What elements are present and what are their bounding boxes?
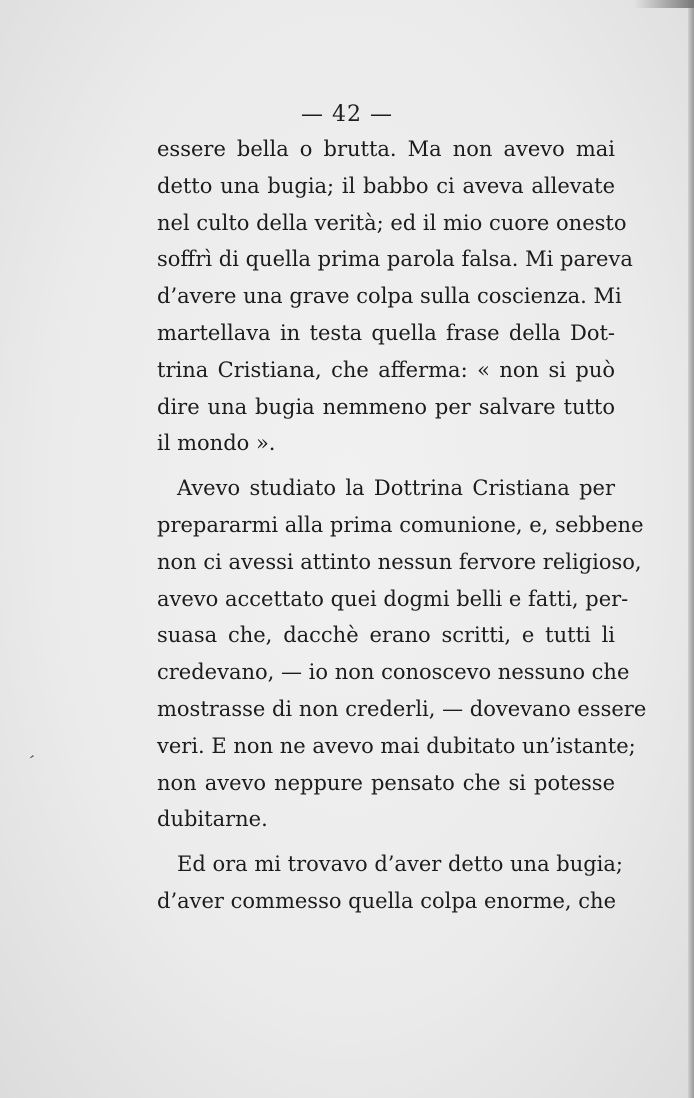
text-line: dire una bugia nemmeno per salvare tutto <box>157 394 615 419</box>
text-line: d’aver commesso quella colpa enorme, che <box>157 888 616 913</box>
body-text <box>157 131 647 920</box>
text-line: detto una bugia; il babbo ci aveva allevate <box>157 173 615 198</box>
text-line: veri. E non ne avevo mai dubitato un’istante; <box>157 733 636 758</box>
paragraph-1 <box>157 131 633 462</box>
text-line: soffrì di quella prima parola falsa. Mi pareva <box>157 247 633 272</box>
text-line: non ci avessi attinto nessun fervore religioso, <box>157 549 642 574</box>
paragraph-2 <box>157 470 647 838</box>
margin-mark: ′ <box>24 751 36 774</box>
text-line: mostrasse di non crederli, — dovevano essere <box>157 696 647 721</box>
text-line: trina Cristiana, che afferma: « non si può <box>157 357 615 382</box>
text-line: martellava in testa quella frase della Dot- <box>157 320 615 345</box>
text-line: dubitarne. <box>157 807 268 832</box>
text-line: Avevo studiato la Dottrina Cristiana per <box>177 476 615 501</box>
text-line: suasa che, dacchè erano scritti, e tutti li <box>157 623 615 648</box>
text-line: d’avere una grave colpa sulla coscienza. Mi <box>157 284 622 309</box>
text-line: credevano, — io non conoscevo nessuno che <box>157 660 630 685</box>
page-edge-shadow <box>688 0 694 1098</box>
text-line: avevo accettato quei dogmi belli e fatti, per- <box>157 586 629 611</box>
page-number: — 42 — <box>301 102 393 127</box>
text-line: prepararmi alla prima comunione, e, sebbene <box>157 512 644 537</box>
text-line: nel culto della verità; ed il mio cuore onesto <box>157 210 627 235</box>
text-line: il mondo ». <box>157 431 276 456</box>
text-line: Ed ora mi trovavo d’aver detto una bugia; <box>177 852 623 877</box>
paragraph-3 <box>157 846 623 920</box>
text-line: non avevo neppure pensato che si potesse <box>157 770 615 795</box>
page-corner-shadow <box>634 0 694 8</box>
text-line: essere bella o brutta. Ma non avevo mai <box>157 137 615 161</box>
